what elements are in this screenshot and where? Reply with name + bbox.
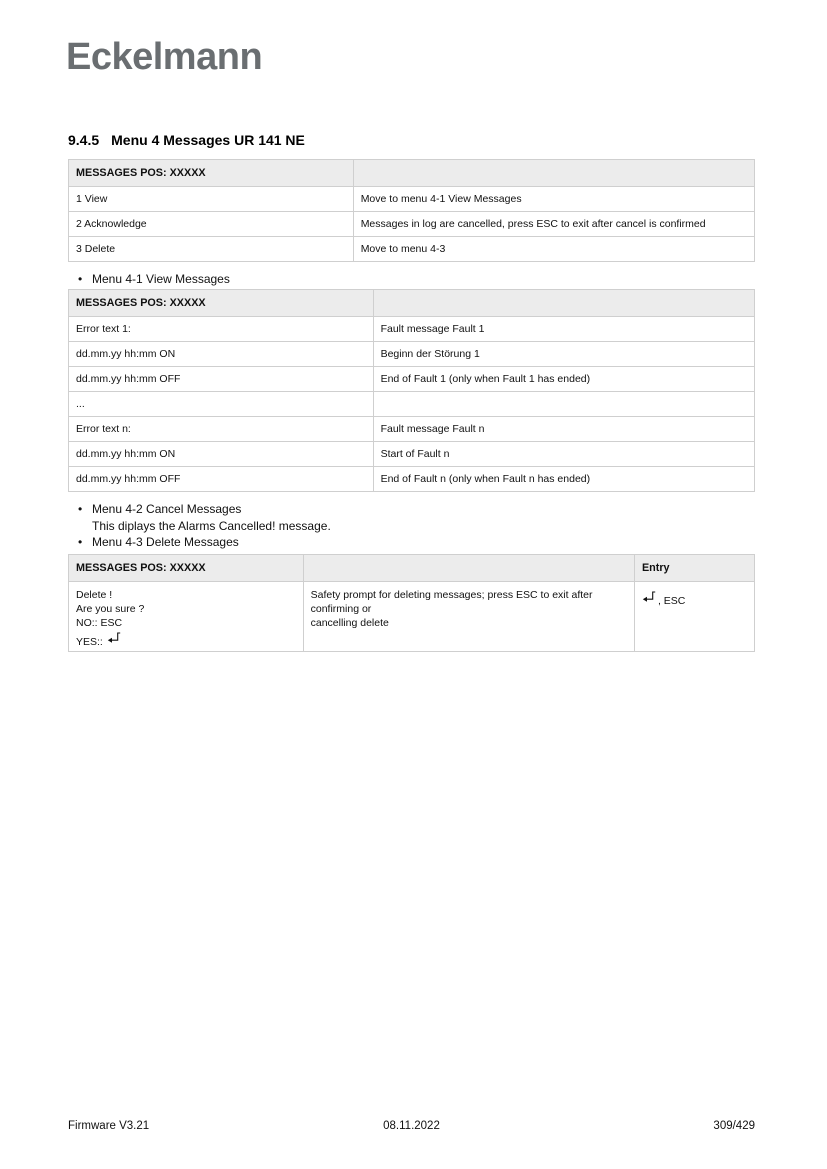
table-cell: Messages in log are cancelled, press ESC to exit after cancel is confirmed (353, 212, 754, 237)
eckelmann-logo: Eckelmann (66, 36, 263, 78)
bullet-menu-4-3 (68, 534, 331, 551)
table-header-cell (303, 555, 634, 582)
table-cell: dd.mm.yy hh:mm OFF (69, 467, 374, 492)
table-cell: dd.mm.yy hh:mm OFF (69, 367, 374, 392)
table-row (69, 187, 755, 212)
table-row (69, 237, 755, 262)
table-row (69, 467, 755, 492)
bullet-dot: • (78, 272, 83, 286)
menu4-3-delete-messages-table (68, 554, 755, 652)
table-cell: Error text n: (69, 417, 374, 442)
enter-key-icon (642, 591, 656, 608)
table-cell (373, 392, 754, 417)
bullet-label: Menu 4-1 View Messages (92, 272, 230, 286)
bullet-list (68, 501, 331, 551)
bullet-dot: • (78, 535, 83, 549)
bullet-dot: • (78, 502, 83, 516)
bullet-menu-4-1 (68, 271, 230, 288)
table-cell: Fault message Fault n (373, 417, 754, 442)
table-cell: End of Fault 1 (only when Fault 1 has ended) (373, 367, 754, 392)
table-header-cell (373, 290, 754, 317)
section-title: Menu 4 Messages UR 141 NE (111, 132, 305, 148)
table-row (69, 392, 755, 417)
table-header-row (69, 160, 755, 187)
table-header-cell: MESSAGES POS: XXXXX (69, 160, 354, 187)
table-header-row (69, 290, 755, 317)
table-cell: 3 Delete (69, 237, 354, 262)
page-footer (68, 1120, 755, 1132)
table-cell: Move to menu 4-3 (353, 237, 754, 262)
footer-firmware: Firmware V3.21 (68, 1120, 150, 1132)
bullet-continuation: This diplays the Alarms Cancelled! message. (92, 518, 331, 533)
description-line: Safety prompt for deleting messages; press ESC to exit after (310, 589, 593, 601)
bullet-label: Menu 4-2 Cancel Messages (92, 502, 242, 516)
table-cell: 1 View (69, 187, 354, 212)
table-row (69, 317, 755, 342)
prompt-line: NO:: ESC (76, 617, 123, 629)
bullet-label: Menu 4-3 Delete Messages (92, 535, 239, 549)
table-header-cell (353, 160, 754, 187)
bullet-menu-4-2 (68, 501, 331, 518)
table-cell: ... (69, 392, 374, 417)
entry-keys-label: , ESC (657, 595, 686, 607)
table-header-row (69, 555, 755, 582)
table-cell: Move to menu 4-1 View Messages (353, 187, 754, 212)
table-row (69, 342, 755, 367)
table-row (69, 417, 755, 442)
footer-page-number: 309/429 (713, 1120, 755, 1132)
prompt-line: Delete ! (76, 589, 113, 601)
table-header-cell: Entry (634, 555, 754, 582)
table-header-cell: MESSAGES POS: XXXXX (69, 290, 374, 317)
table-cell: Start of Fault n (373, 442, 754, 467)
table-cell: 2 Acknowledge (69, 212, 354, 237)
table-header-cell: MESSAGES POS: XXXXX (69, 555, 304, 582)
table-cell: End of Fault n (only when Fault n has ended) (373, 467, 754, 492)
table-cell: dd.mm.yy hh:mm ON (69, 342, 374, 367)
table-cell: Fault message Fault 1 (373, 317, 754, 342)
table-row (69, 582, 755, 652)
menu4-1-view-messages-table (68, 289, 755, 492)
table-cell: Error text 1: (69, 317, 374, 342)
prompt-line: Are you sure ? (76, 603, 145, 615)
table-row (69, 442, 755, 467)
menu4-overview-table (68, 159, 755, 262)
enter-key-icon (107, 632, 121, 649)
entry-keys (642, 588, 747, 608)
footer-date: 08.11.2022 (383, 1120, 440, 1132)
table-cell: dd.mm.yy hh:mm ON (69, 442, 374, 467)
table-cell (303, 582, 634, 652)
section-number: 9.4.5 (68, 132, 100, 148)
section-heading (68, 132, 305, 148)
yes-label: YES:: (76, 636, 103, 648)
table-cell (634, 582, 754, 652)
prompt-line (76, 632, 296, 649)
description-line: confirming or (310, 603, 372, 615)
table-row (69, 212, 755, 237)
table-row (69, 367, 755, 392)
table-cell (69, 582, 304, 652)
description-line: cancelling delete (310, 617, 389, 629)
table-cell: Beginn der Störung 1 (373, 342, 754, 367)
